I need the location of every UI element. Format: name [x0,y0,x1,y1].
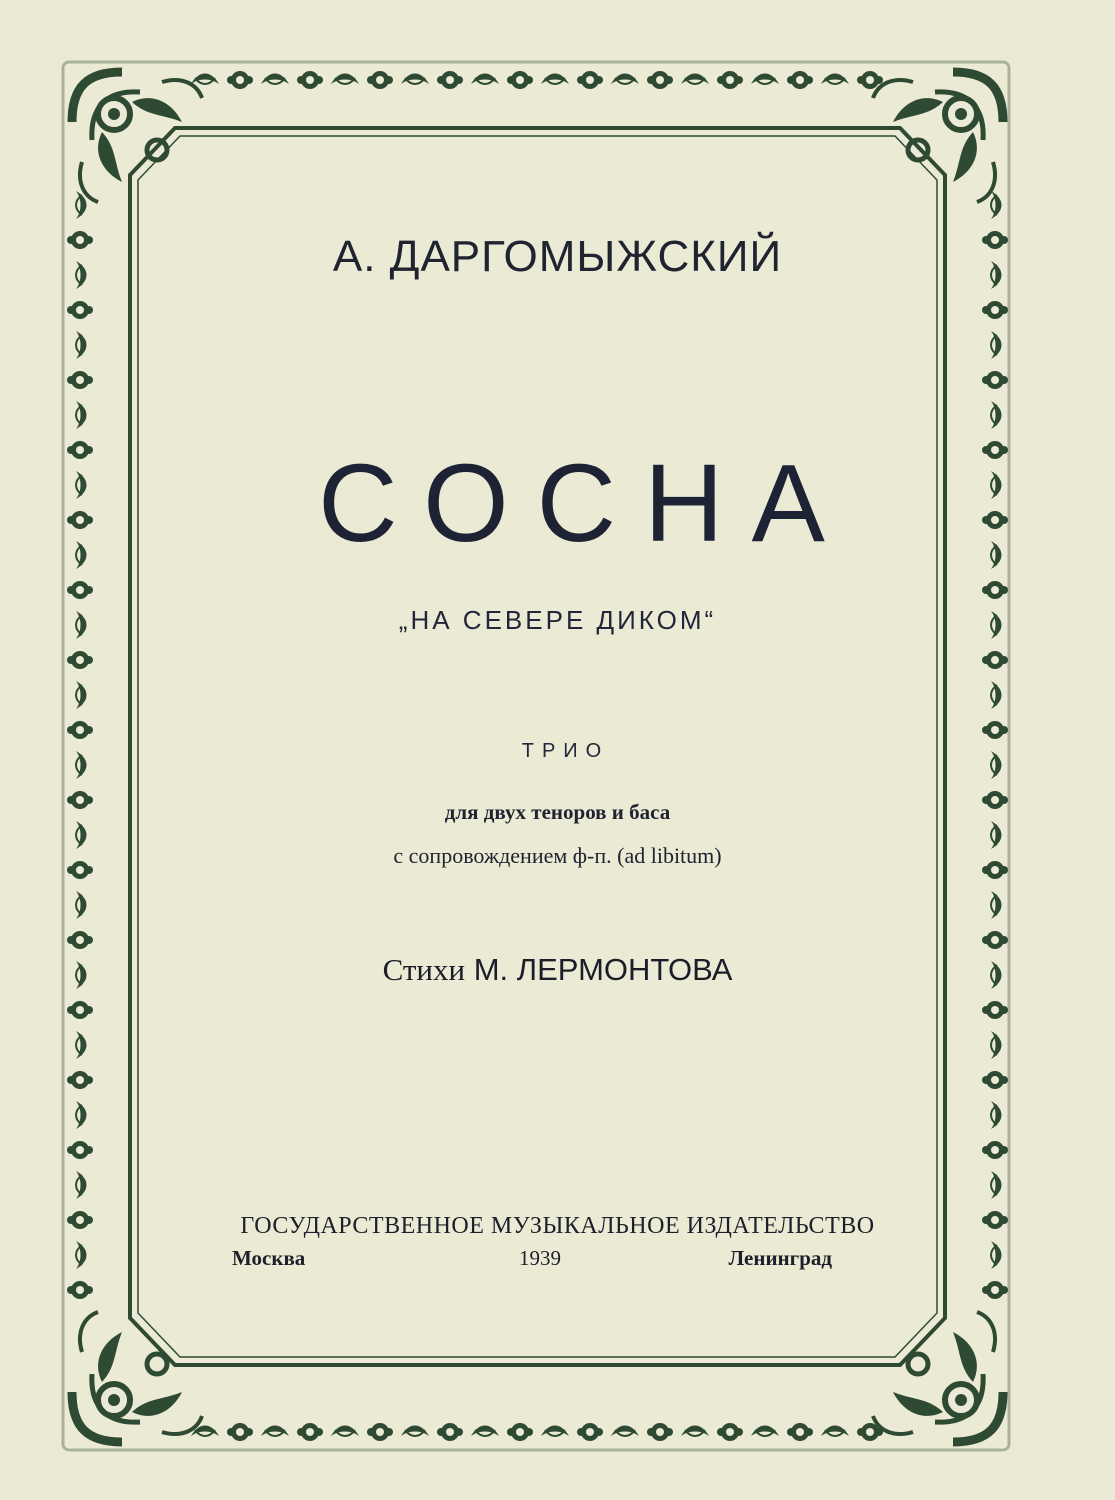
publisher-name: ГОСУДАРСТВЕННОЕ МУЗЫКАЛЬНОЕ ИЗДАТЕЛЬСТВО [240,1213,875,1239]
imprint-city-moscow: Москва [232,1246,306,1270]
poet-name: М. ЛЕРМОНТОВА [473,952,733,987]
poet-credit [0,952,1115,988]
work-subtitle: „НА СЕВЕРЕ ДИКОМ“ [398,605,717,635]
work-title: СОСНА [318,442,853,565]
genre-label: ТРИО [521,740,610,762]
imprint-city-leningrad: Ленинград [728,1246,832,1270]
imprint-year: 1939 [519,1246,561,1270]
imprint-line [232,1246,832,1276]
accompaniment-text: с сопровождением ф-п. (ad libitum) [393,843,722,868]
voicing-text: для двух теноров и баса [444,800,671,824]
author-name: А. ДАРГОМЫЖСКИЙ [332,232,783,281]
poet-prefix: Стихи [382,952,466,987]
